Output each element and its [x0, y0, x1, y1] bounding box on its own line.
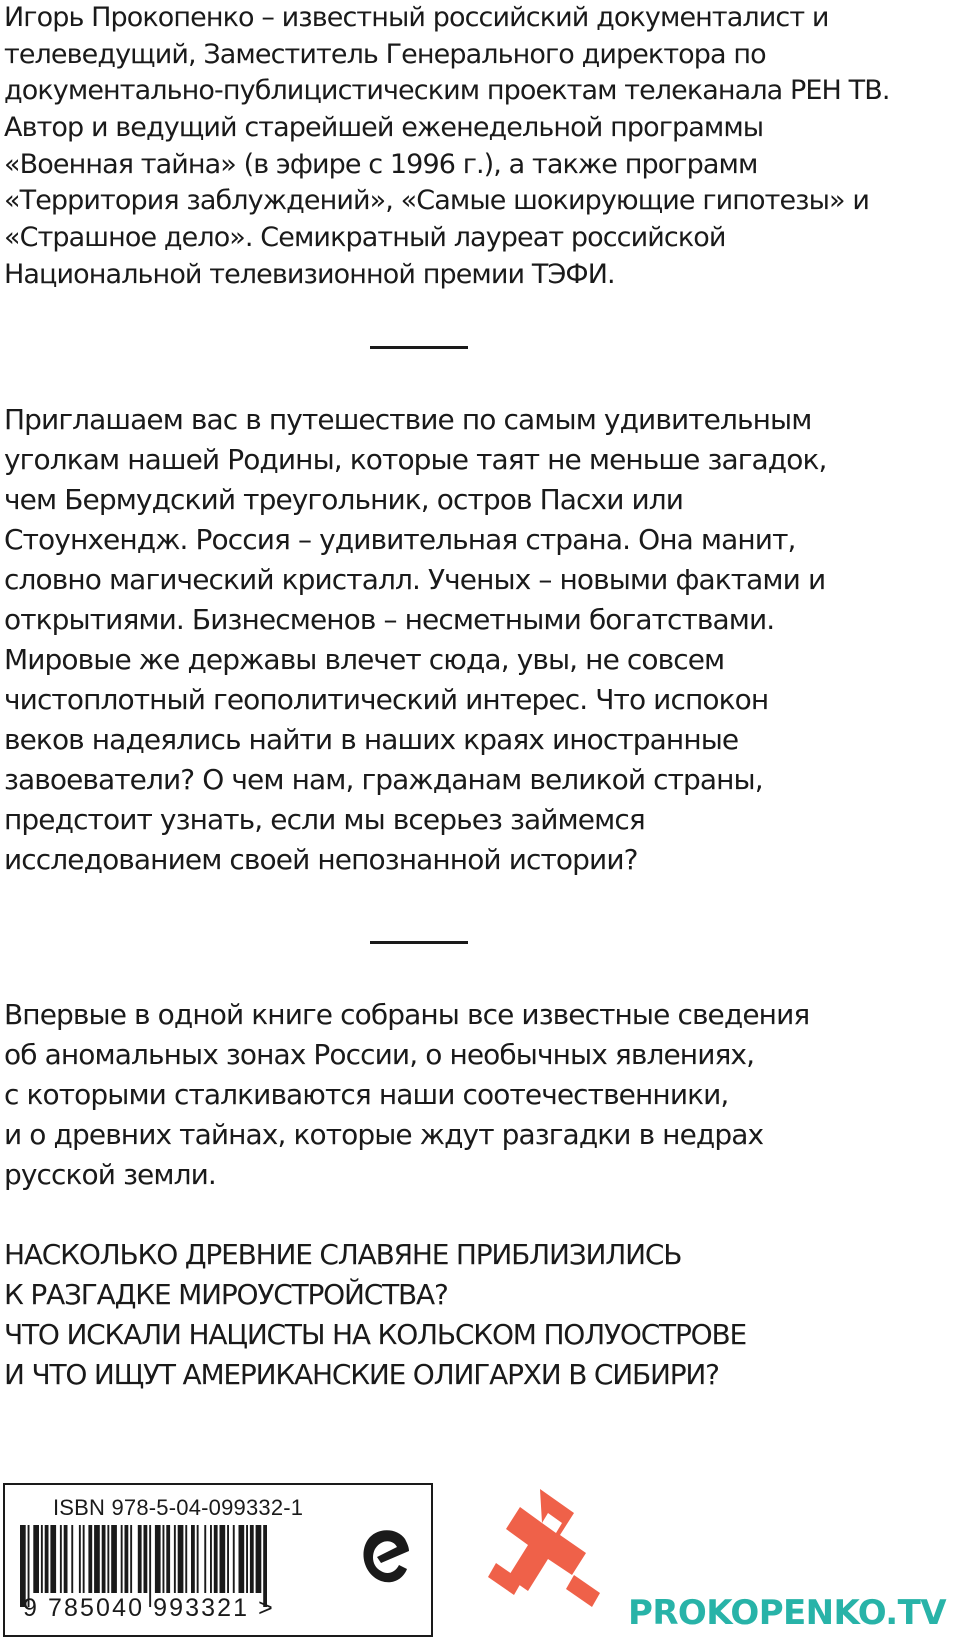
book-line: и о древних тайнах, которые ждут разгадки в недрах — [4, 1118, 764, 1151]
barcode-bar — [102, 1525, 106, 1593]
barcode-bar — [83, 1525, 85, 1593]
intro-line: чем Бермудский треугольник, остров Пасхи или — [4, 483, 684, 516]
bio-line: Автор и ведущий старейшей еженедельной программы — [4, 112, 764, 144]
bio-line: «Военная тайна» (в эфире с 1996 г.), а также программ — [4, 148, 758, 180]
barcode-bar — [94, 1525, 100, 1593]
barcode-bar — [33, 1525, 39, 1593]
barcode-bar — [204, 1525, 206, 1593]
ean-digits: 9 785040 993321 > — [23, 1594, 275, 1622]
barcode-bar — [246, 1525, 248, 1593]
barcode-bar — [79, 1525, 81, 1593]
site-url: PROKOPENKO.TV — [628, 1593, 946, 1633]
barcode-bar — [210, 1525, 212, 1593]
barcode-bar — [174, 1525, 176, 1593]
barcode-bar — [227, 1525, 229, 1593]
barcode-bar — [214, 1525, 218, 1593]
intro-line: словно магический кристалл. Ученых – новыми фактами и — [4, 563, 826, 596]
barcode-bar — [88, 1525, 92, 1593]
intro-line: предстоит узнать, если мы всерьез займемся — [4, 803, 645, 836]
barcode-bar — [256, 1525, 262, 1593]
barcode-bar — [155, 1525, 161, 1593]
barcode-bar — [250, 1525, 254, 1593]
intro-paragraph — [4, 400, 826, 880]
publisher-logo-icon — [355, 1523, 415, 1593]
intro-line: Мировые же державы влечет сюда, увы, не совсем — [4, 643, 725, 676]
intro-line: веков надеялись найти в наших краях иностранные — [4, 723, 739, 756]
question-line: ЧТО ИСКАЛИ НАЦИСТЫ НА КОЛЬСКОМ ПОЛУОСТРОВЕ — [4, 1318, 746, 1351]
barcode-bar — [138, 1525, 142, 1593]
question-line: НАСКОЛЬКО ДРЕВНИЕ СЛАВЯНЕ ПРИБЛИЗИЛИСЬ — [4, 1238, 682, 1271]
intro-line: Стоунхендж. Россия – удивительная страна. Она манит, — [4, 523, 796, 556]
intro-line: чистоплотный геополитический интерес. Что испокон — [4, 683, 769, 716]
bio-line: телеведущий, Заместитель Генерального директора по — [4, 38, 766, 70]
teaser-questions — [4, 1235, 746, 1395]
barcode-bar — [121, 1525, 123, 1593]
barcode-bar — [220, 1525, 226, 1593]
barcode-bar — [178, 1525, 184, 1593]
barcode-bar — [60, 1525, 62, 1593]
intro-line: уголкам нашей Родины, которые таят не меньше загадок, — [4, 443, 827, 476]
book-line: об аномальных зонах России, о необычных явлениях, — [4, 1038, 755, 1071]
barcode-bar — [50, 1525, 56, 1593]
intro-line: исследованием своей непознанной истории? — [4, 843, 638, 876]
isbn-label: ISBN 978-5-04-099332-1 — [53, 1495, 304, 1520]
question-line: К РАЗГАДКЕ МИРОУСТРОЙСТВА? — [4, 1278, 448, 1311]
barcode-box — [3, 1483, 433, 1637]
intro-line: Приглашаем вас в путешествие по самым удивительным — [4, 403, 812, 436]
bio-line: документально-публицистическим проектам телеканала РЕН ТВ. — [4, 75, 890, 107]
bio-line: «Страшное дело». Семикратный лауреат российской — [4, 222, 726, 254]
barcode-bar — [163, 1525, 165, 1593]
barcode-bar — [144, 1525, 148, 1593]
intro-line: открытиями. Бизнесменов – несметными богатствами. — [4, 603, 775, 636]
barcode-bar — [197, 1525, 199, 1593]
book-line: с которыми сталкиваются наши соотечественники, — [4, 1078, 729, 1111]
barcode-bar — [45, 1525, 49, 1593]
author-bio — [4, 0, 890, 294]
bio-line: Игорь Прокопенко – известный российский документалист и — [4, 2, 829, 33]
barcode-bar — [239, 1525, 245, 1593]
book-description — [4, 995, 809, 1195]
barcode-bar — [107, 1525, 109, 1593]
barcode-bar — [185, 1525, 187, 1593]
barcode-bar — [233, 1525, 235, 1593]
book-line: русской земли. — [4, 1158, 216, 1191]
bio-line: «Территория заблуждений», «Самые шокирующие гипотезы» и — [4, 185, 869, 217]
section-divider — [370, 346, 468, 349]
barcode-bar — [64, 1525, 68, 1593]
barcode-bar — [130, 1525, 132, 1593]
book-line: Впервые в одной книге собраны все известные сведения — [4, 998, 810, 1031]
barcode-bar — [166, 1525, 170, 1593]
barcode-bar — [71, 1525, 73, 1593]
intro-line: завоеватели? О чем нам, гражданам великой страны, — [4, 763, 763, 796]
barcode-bar — [125, 1525, 129, 1593]
barcode-bar — [111, 1525, 117, 1593]
bio-line: Национальной телевизионной премии ТЭФИ. — [4, 258, 615, 290]
section-divider — [370, 941, 468, 944]
question-line: И ЧТО ИЩУТ АМЕРИКАНСКИЕ ОЛИГАРХИ В СИБИРИ? — [4, 1358, 719, 1391]
barcode-bar — [41, 1525, 43, 1593]
ren-tv-logo-icon — [478, 1483, 628, 1623]
barcode-bar — [191, 1525, 195, 1593]
